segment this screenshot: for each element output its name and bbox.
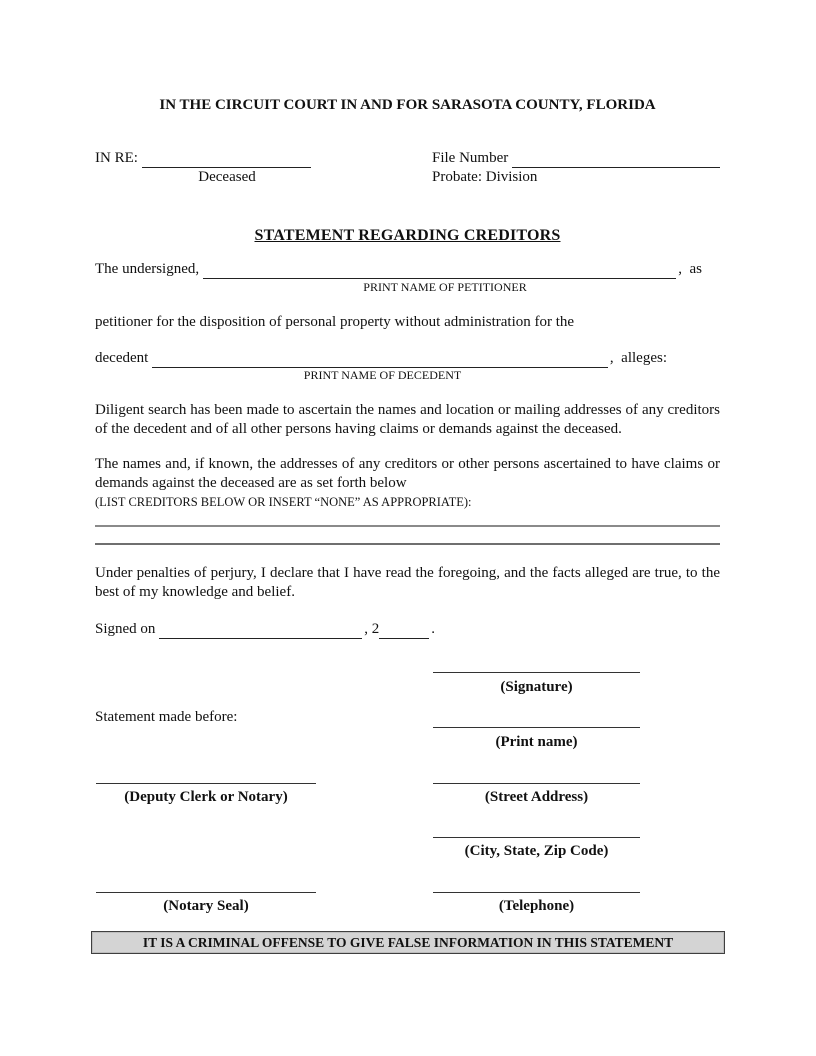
undersigned-prefix: The undersigned, xyxy=(95,261,200,277)
notary-seal-line[interactable] xyxy=(96,892,316,893)
signature-line[interactable] xyxy=(433,672,640,673)
petitioner-name-caption: PRINT NAME OF PETITIONER xyxy=(363,280,527,294)
signed-year-blank[interactable] xyxy=(379,620,429,639)
case-caption-left xyxy=(95,149,432,187)
perjury-declaration-paragraph: Under penalties of perjury, I declare that I have read the foregoing, and the facts alleged are true, to the best of my knowledge and belief. xyxy=(95,565,720,600)
signed-on-row xyxy=(95,620,435,639)
signed-year-prefix: , 2 xyxy=(364,621,380,637)
creditor-names-paragraph xyxy=(95,455,720,511)
in-re-label: IN RE: xyxy=(95,150,138,166)
probate-division-label: Probate: Division xyxy=(432,169,538,185)
decedent-name-caption: PRINT NAME OF DECEDENT xyxy=(303,368,462,382)
petitioner-name-blank[interactable] xyxy=(203,260,676,279)
statement-made-before-label: Statement made before: xyxy=(95,709,238,725)
undersigned-suffix: , as xyxy=(678,261,702,277)
telephone-line[interactable] xyxy=(433,892,640,893)
creditor-entry-line-1[interactable] xyxy=(95,525,720,527)
signed-on-label: Signed on xyxy=(95,621,156,637)
signature-label: (Signature) xyxy=(500,679,573,695)
petitioner-clause-row xyxy=(95,260,702,279)
decedent-name-blank[interactable] xyxy=(152,349,608,368)
decedent-suffix: , alleges: xyxy=(609,350,667,366)
criminal-offense-warning-banner: IT IS A CRIMINAL OFFENSE TO GIVE FALSE INFORMATION IN THIS STATEMENT xyxy=(91,931,725,954)
print-name-label: (Print name) xyxy=(495,734,578,750)
print-name-line[interactable] xyxy=(433,727,640,728)
signed-terminator: . xyxy=(431,621,435,637)
city-state-zip-line[interactable] xyxy=(433,837,640,838)
decedent-prefix: decedent xyxy=(95,350,149,366)
signed-date-blank[interactable] xyxy=(159,620,362,639)
document-title: STATEMENT REGARDING CREDITORS xyxy=(254,227,561,244)
court-header: IN THE CIRCUIT COURT IN AND FOR SARASOTA COUNTY, FLORIDA xyxy=(159,97,656,113)
list-creditors-instruction: (LIST CREDITORS BELOW OR INSERT “NONE” AS APPROPRIATE): xyxy=(95,495,472,509)
case-caption-right xyxy=(432,149,720,187)
deceased-label: Deceased xyxy=(198,169,256,185)
diligent-search-paragraph: Diligent search has been made to ascertain the names and location or mailing addresses of any creditors of the decedent and of all other persons having claims or demands against the deceased. xyxy=(95,402,720,437)
deputy-clerk-line[interactable] xyxy=(96,783,316,784)
decedent-clause-row xyxy=(95,349,667,368)
case-caption xyxy=(95,149,720,187)
street-address-line[interactable] xyxy=(433,783,640,784)
telephone-label: (Telephone) xyxy=(498,898,575,914)
file-number-label: File Number xyxy=(432,150,509,166)
creditor-entry-line-2[interactable] xyxy=(95,543,720,545)
notary-seal-label: (Notary Seal) xyxy=(163,898,249,914)
in-re-blank[interactable] xyxy=(142,149,311,168)
deputy-clerk-label: (Deputy Clerk or Notary) xyxy=(124,789,288,805)
creditor-names-text: The names and, if known, the addresses of any creditors or other persons ascertained to have claims or demands against the deceased are as set forth below xyxy=(95,456,720,491)
city-state-zip-label: (City, State, Zip Code) xyxy=(464,843,609,859)
file-number-blank[interactable] xyxy=(512,149,720,168)
petitioner-continuation-text: petitioner for the disposition of personal property without administration for the xyxy=(95,314,575,330)
street-address-label: (Street Address) xyxy=(484,789,589,805)
